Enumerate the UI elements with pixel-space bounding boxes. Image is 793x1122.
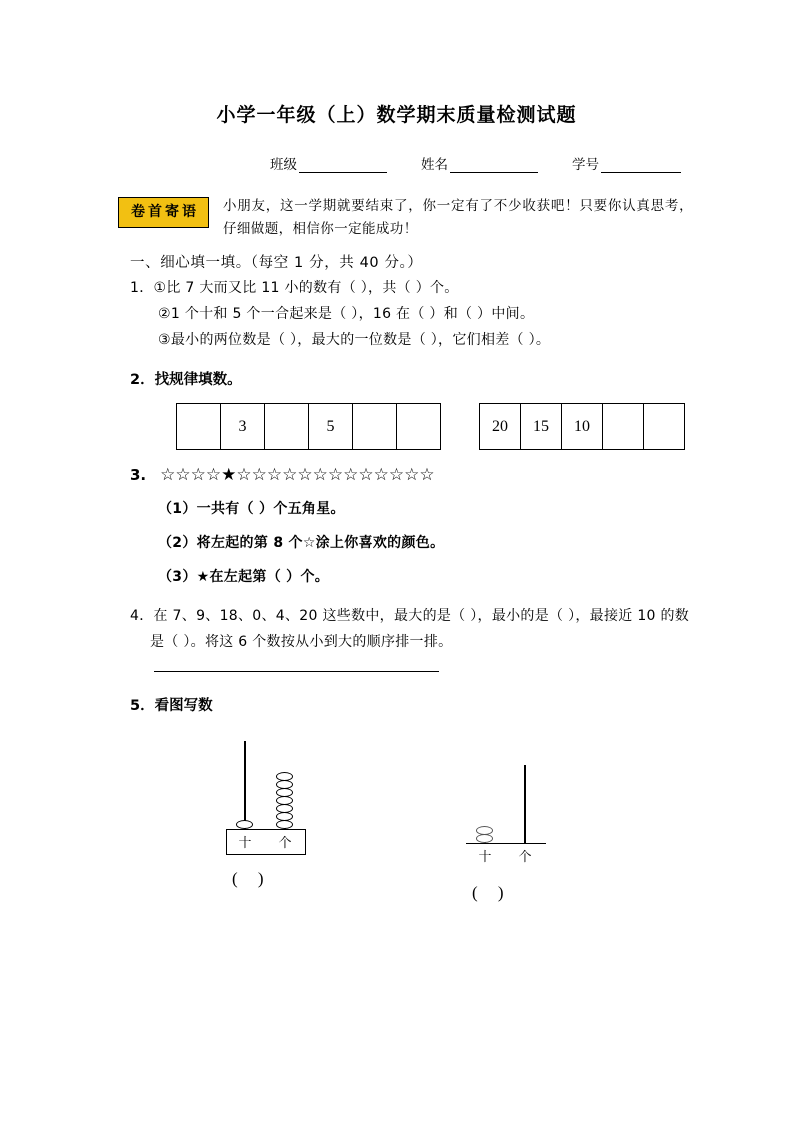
abacus-2-tens-label: 十 [478, 848, 492, 864]
abacus-2-ones-label: 个 [518, 848, 532, 864]
abacus-1-ones-bead-2 [276, 812, 293, 821]
cell-left-2[interactable] [265, 404, 309, 450]
star-hollow: ☆ [343, 464, 359, 485]
abacus-1-ones-label: 个 [278, 834, 292, 850]
class-label: 班级 [270, 157, 297, 173]
question-1-item-2-marker: ② [158, 306, 171, 323]
abacus-figure-2 [458, 755, 588, 902]
abacus-1-ones-bead-1 [276, 820, 293, 829]
abacus-1-ones-bead-4 [276, 796, 293, 805]
star-hollow: ☆ [205, 464, 222, 485]
question-3-star-row [130, 466, 698, 484]
question-2-tables [118, 403, 698, 450]
name-label: 姓名 [421, 157, 448, 173]
number-table-right [479, 403, 685, 450]
number-table-left [176, 403, 441, 450]
cell-right-1[interactable]: 15 [521, 404, 562, 450]
abacus-2-frame [458, 755, 588, 902]
cell-left-1[interactable]: 3 [221, 404, 265, 450]
star-hollow: ☆ [327, 464, 344, 485]
cell-right-0[interactable]: 20 [480, 404, 521, 450]
star-hollow: ☆ [419, 464, 435, 485]
abacus-2-tens-bead-1 [476, 834, 493, 843]
student-number-label: 学号 [572, 157, 599, 173]
question-5-figures [118, 741, 698, 911]
star-hollow: ☆ [373, 464, 389, 485]
abacus-2-answer[interactable]: ( ) [472, 882, 512, 902]
star-hollow: ☆ [358, 464, 374, 485]
student-number-input-rule[interactable] [601, 159, 681, 173]
star-hollow: ☆ [266, 464, 283, 485]
cell-left-4[interactable] [353, 404, 397, 450]
star-hollow: ☆ [297, 464, 313, 485]
abacus-1-ones-bead-5 [276, 788, 293, 797]
cell-right-3[interactable] [603, 404, 644, 450]
question-5-label: 5．看图写数 [130, 697, 213, 714]
page-title: 小学一年级（上）数学期末质量检测试题 [216, 104, 577, 126]
cell-right-2[interactable]: 10 [562, 404, 603, 450]
greeting-block [0, 195, 793, 241]
question-1-number: 1． [130, 280, 154, 297]
greeting-badge: 卷首寄语 [118, 197, 209, 228]
abacus-1-tens-rod [244, 741, 246, 829]
question-4-text: 4．在 7、9、18、0、4、20 这些数中，最大的是（ ），最小的是（ ），最接近 10 的数是（ ）。将这 6 个数按从小到大的顺序排一排。 [130, 608, 690, 650]
abacus-1-ones-bead-7 [276, 772, 293, 781]
name-field[interactable] [421, 153, 538, 173]
student-number-field[interactable] [572, 153, 681, 173]
star-hollow: ☆ [312, 464, 328, 485]
question-4 [130, 604, 698, 682]
star-hollow: ☆ [251, 464, 267, 485]
question-1-item-1 [130, 276, 698, 302]
star-filled: ★ [221, 464, 237, 485]
abacus-1-ones-bead-3 [276, 804, 293, 813]
cell-left-3[interactable]: 5 [309, 404, 353, 450]
table-row [480, 404, 685, 450]
question-3-number: 3. [130, 466, 147, 485]
question-1-item-1-text: ① [153, 280, 167, 297]
class-field[interactable] [270, 153, 387, 173]
cell-left-0[interactable] [177, 404, 221, 450]
star-hollow: ☆ [388, 464, 405, 485]
star-strip [160, 464, 435, 485]
name-input-rule[interactable] [450, 159, 538, 173]
class-input-rule[interactable] [299, 159, 387, 173]
question-3-sub-2: （2）将左起的第 8 个☆涂上你喜欢的颜色。 [158, 535, 445, 552]
star-hollow: ☆ [404, 464, 420, 485]
exam-content [0, 251, 793, 910]
question-1-item-1-body: 比 7 大而又比 11 小的数有（ ），共（ ）个。 [166, 280, 459, 297]
star-hollow: ☆ [190, 464, 206, 485]
star-hollow: ☆ [160, 464, 176, 485]
cell-left-5[interactable] [397, 404, 441, 450]
question-1-item-3 [158, 328, 698, 354]
question-4-answer-rule[interactable] [154, 657, 439, 672]
star-hollow: ☆ [175, 464, 191, 485]
question-1-item-2-body: 1 个十和 5 个一合起来是（ ），16 在（ ）和（ ）中间。 [170, 306, 535, 323]
abacus-2-tens-bead-2 [476, 826, 493, 835]
question-1-item-3-body: 最小的两位数是（ ），最大的一位数是（ ），它们相差（ ）。 [170, 332, 551, 349]
abacus-1-frame [218, 741, 348, 888]
cell-right-4[interactable] [644, 404, 685, 450]
question-3-sub-3: （3）★在左起第（ ）个。 [158, 569, 330, 586]
star-hollow: ☆ [282, 464, 298, 485]
abacus-1-tens-label: 十 [238, 834, 252, 850]
greeting-text: 小朋友，这一学期就要结束了，你一定有了不少收获吧！只要你认真思考，仔细做题，相信你一定能成功！ [223, 198, 693, 238]
section-1-heading: 一、细心填一填。（每空 1 分，共 40 分。） [130, 255, 423, 272]
abacus-1-answer[interactable]: ( ) [232, 868, 272, 888]
question-1-item-3-marker: ③ [158, 332, 171, 349]
table-row [177, 404, 441, 450]
abacus-1-tens-bead-1 [236, 820, 253, 829]
star-hollow: ☆ [236, 464, 252, 485]
question-3-sub-1: （1）一共有（ ）个五角星。 [158, 501, 345, 518]
question-1-item-2 [158, 302, 698, 328]
abacus-1-ones-bead-6 [276, 780, 293, 789]
question-2-label: 2．找规律填数。 [130, 372, 242, 389]
abacus-figure-1 [218, 741, 348, 888]
student-info-row [0, 153, 793, 173]
abacus-2-ones-rod [524, 765, 526, 843]
